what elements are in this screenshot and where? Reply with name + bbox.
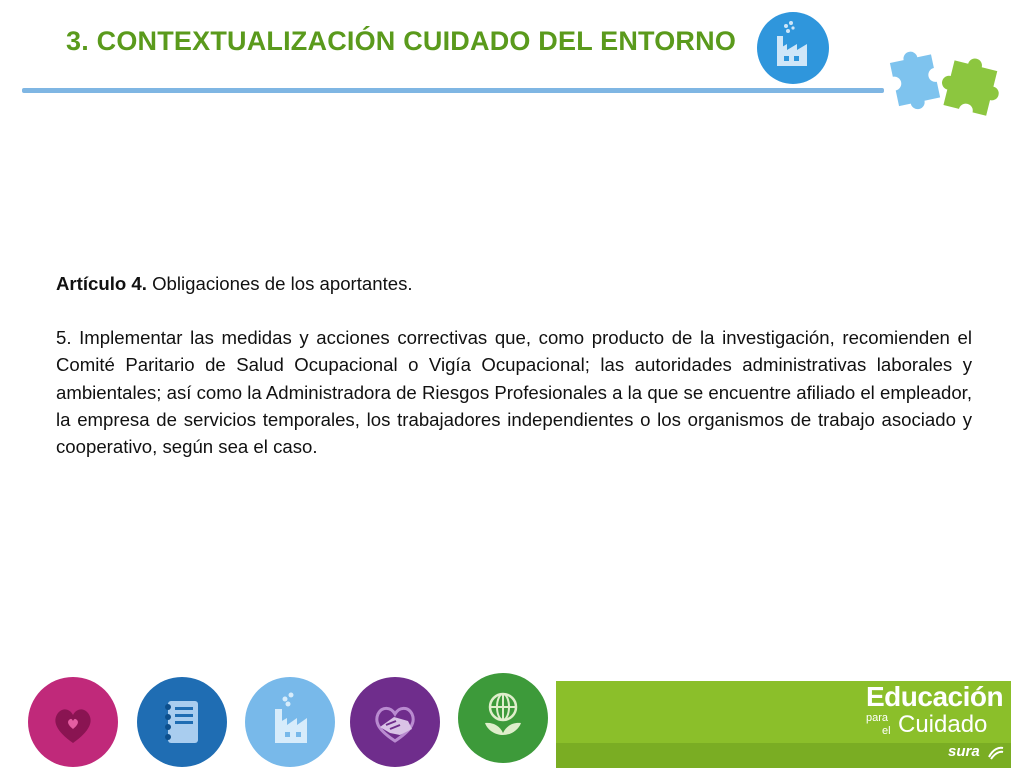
- article-paragraph: 5. Implementar las medidas y acciones correctivas que, como producto de la investigación, recomienden el Comité Paritario de Salud Ocupacional o Vigía Ocupacional; las autoridades administrativas laborales y ambientales; así como la Administradora de Riesgos Profesionales a la que se encuentre afiliado el empleador, la empresa de servicios temporales, los trabajadores independientes o los organismos de trabajo asociado y cooperativo, según sea el caso.: [56, 327, 972, 458]
- article-label: Artículo 4.: [56, 273, 147, 294]
- brand-sura-logo: sura: [948, 743, 980, 760]
- brand-line-educacion: Educación: [866, 681, 1004, 712]
- notebook-icon: [137, 677, 227, 767]
- brand-panel-stripe: [556, 743, 1011, 768]
- title-underline: [22, 88, 884, 93]
- factory-icon: [245, 677, 335, 767]
- page-title: 3. CONTEXTUALIZACIÓN CUIDADO DEL ENTORNO: [66, 26, 737, 56]
- header-badge: [757, 12, 829, 84]
- footer-handshake-circle: [350, 677, 440, 767]
- brand-para: para: [866, 712, 889, 724]
- article-content: [56, 270, 972, 460]
- footer-factory-circle: [245, 677, 335, 767]
- handshake-icon: [350, 677, 440, 767]
- factory-icon: [757, 12, 829, 84]
- brand-cuidado: Cuidado: [898, 711, 988, 738]
- article-heading: [56, 270, 972, 297]
- sura-swoosh-icon: [987, 745, 1005, 761]
- article-title: Obligaciones de los aportantes.: [152, 273, 413, 294]
- footer-heart-circle: [28, 677, 118, 767]
- globe-plant-icon: [458, 673, 548, 763]
- heart-icon: [28, 677, 118, 767]
- puzzle-pieces-icon: [886, 44, 1012, 128]
- footer-notebook-circle: [137, 677, 227, 767]
- brand-panel: [556, 681, 1011, 768]
- footer-globe-circle: [458, 673, 548, 763]
- brand-el: el: [882, 725, 891, 737]
